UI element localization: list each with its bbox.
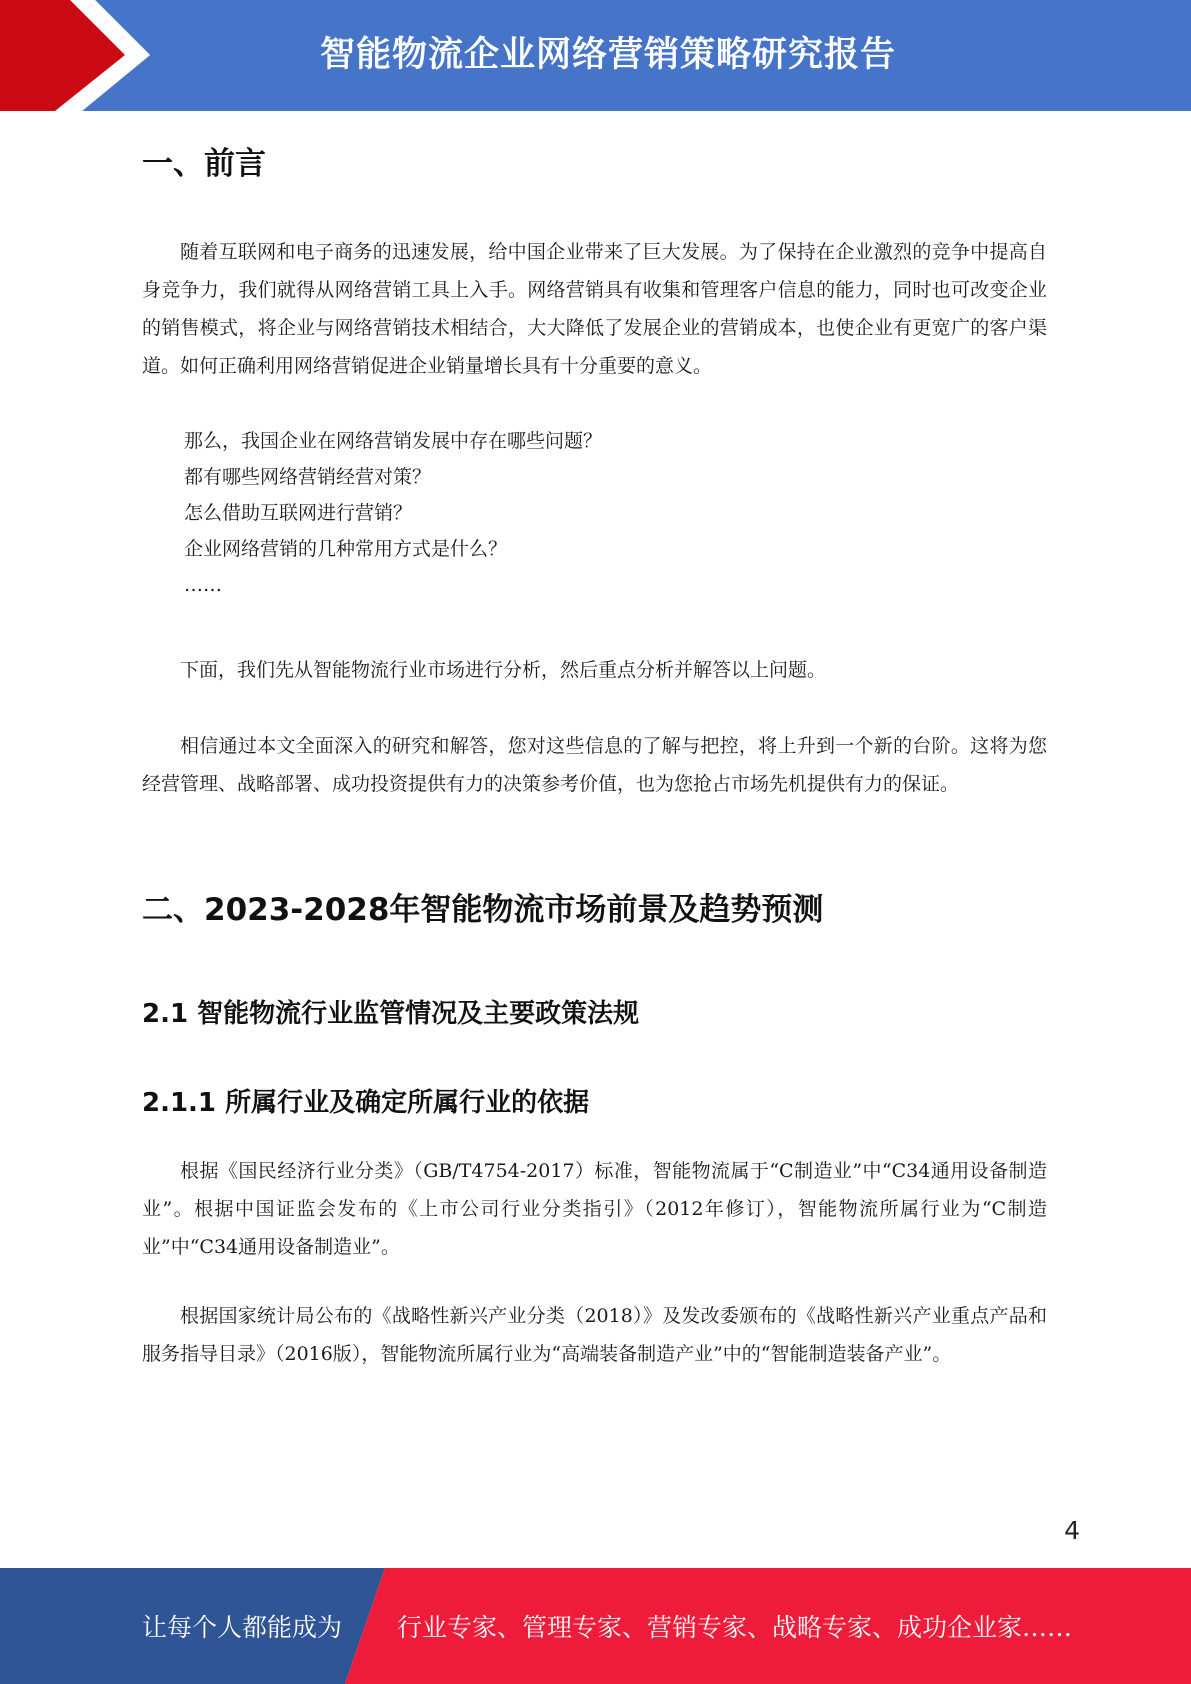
subsection-heading-regulation: 2.1 智能物流行业监管情况及主要政策法规 [142,999,640,1029]
page-header [0,0,1191,111]
question-item: 那么，我国企业在网络营销发展中存在哪些问题？ [184,430,603,452]
report-title: 智能物流企业网络营销策略研究报告 [319,35,896,75]
preface-paragraph-2: 下面，我们先从智能物流行业市场进行分析，然后重点分析并解答以上问题。 [180,659,827,681]
footer-slogan-left: 让每个人都能成为 [142,1613,343,1642]
industry-paragraph-2: 根据国家统计局公布的《战略性新兴产业分类（2018）》及发改委颁布的《战略性新兴产业重点产品和服务指导目录》（2016版），智能物流所属行业为“高端装备制造产业”中的“智能制造装备产业”。 [142,1305,1047,1365]
preface-paragraph-3: 相信通过本文全面深入的研究和解答，您对这些信息的了解与把控，将上升到一个新的台阶。这将为您经营管理、战略部署、成功投资提供有力的决策参考价值，也为您抢占市场先机提供有力的保证。 [142,735,1047,795]
page-footer [0,1568,1191,1684]
question-ellipsis: …… [184,574,222,596]
question-item: 企业网络营销的几种常用方式是什么？ [184,538,508,560]
preface-paragraph-1: 随着互联网和电子商务的迅速发展，给中国企业带来了巨大发展。为了保持在企业激烈的竞争中提高自身竞争力，我们就得从网络营销工具上入手。网络营销具有收集和管理客户信息的能力，同时也可改变企业的销售模式，将企业与网络营销技术相结合，大大降低了发展企业的营销成本，也使企业有更宽广的客户渠道。如何正确利用网络营销促进企业销量增长具有十分重要的意义。 [142,241,1047,377]
page-number: 4 [1064,1516,1080,1545]
question-list [184,423,602,603]
section-heading-forecast: 二、2023-2028年智能物流市场前景及趋势预测 [142,892,824,928]
question-item: 怎么借助互联网进行营销？ [184,502,413,524]
subsection-heading-industry: 2.1.1 所属行业及确定所属行业的依据 [142,1088,590,1118]
question-item: 都有哪些网络营销经营对策？ [184,466,432,488]
section-heading-preface: 一、前言 [142,146,266,182]
industry-paragraph-1: 根据《国民经济行业分类》（GB/T4754-2017）标准，智能物流属于“C制造业”中“C34通用设备制造业”。根据中国证监会发布的《上市公司行业分类指引》（2012年修订），智能物流所属行业为“C制造业”中“C34通用设备制造业”。 [142,1160,1047,1258]
footer-slogan-right: 行业专家、管理专家、营销专家、战略专家、成功企业家…… [397,1613,1073,1642]
